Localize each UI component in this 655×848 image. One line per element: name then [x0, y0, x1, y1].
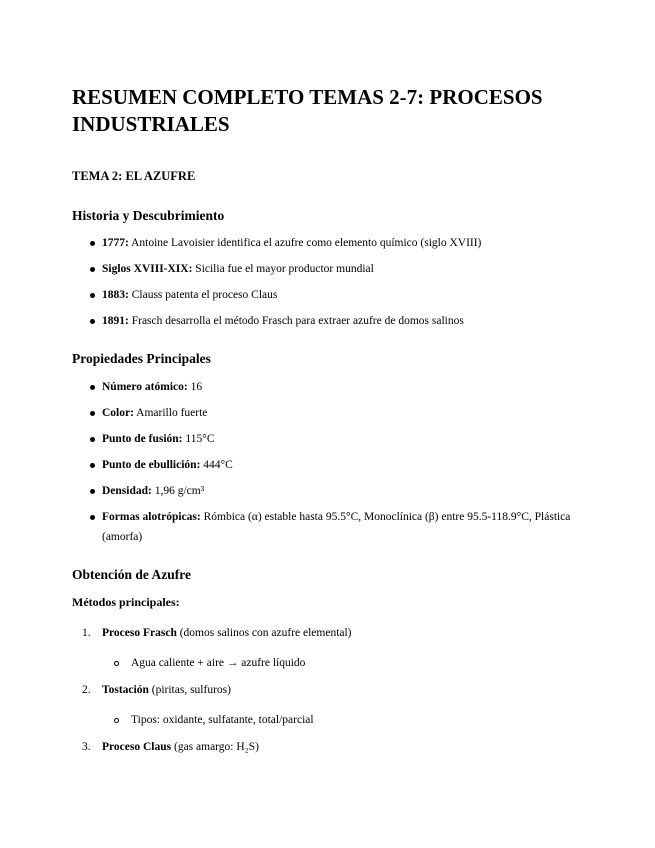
- bullet-icon: [90, 411, 95, 416]
- propiedades-heading: Propiedades Principales: [72, 351, 211, 366]
- method-subitem: Tipos: oxidante, sulfatante, total/parcial: [131, 714, 314, 726]
- method-item: Tostación (piritas, sulfuros): [102, 684, 231, 696]
- bullet-icon: [90, 463, 95, 468]
- method-subitem: Agua caliente + aire → azufre líquido: [131, 657, 306, 669]
- propiedad-item: Punto de fusión: 115°C: [102, 433, 215, 445]
- bullet-icon: [90, 267, 95, 272]
- list-number: 2.: [82, 684, 91, 696]
- bullet-icon: [90, 319, 95, 324]
- list-number: 3.: [82, 741, 91, 753]
- propiedad-item: Color: Amarillo fuerte: [102, 407, 208, 419]
- historia-item: 1891: Frasch desarrolla el método Frasch para extraer azufre de domos salinos: [102, 315, 464, 327]
- bullet-icon: [90, 489, 95, 494]
- propiedad-item: Número atómico: 16: [102, 381, 203, 393]
- document-title: RESUMEN COMPLETO TEMAS 2-7: PROCESOS INDUSTRIALES: [72, 85, 543, 136]
- bullet-icon: [90, 241, 95, 246]
- method-item: Proceso Frasch (domos salinos con azufre elemental): [102, 627, 352, 639]
- bullet-icon: [90, 437, 95, 442]
- bullet-icon: [90, 515, 95, 520]
- propiedad-item: Formas alotrópicas: Rómbica (α) estable hasta 95.5°C, Monoclínica (β) entre 95.5-118.9°C, Plástica: [102, 511, 571, 523]
- bullet-icon: [90, 385, 95, 390]
- historia-item: Siglos XVIII-XIX: Sicilia fue el mayor productor mundial: [102, 263, 374, 275]
- historia-item: 1777: Antoine Lavoisier identifica el azufre como elemento químico (siglo XVIII): [102, 237, 482, 249]
- propiedad-item: Densidad: 1,96 g/cm³: [102, 485, 205, 497]
- historia-heading: Historia y Descubrimiento: [72, 208, 225, 223]
- method-item: Proceso Claus (gas amargo: H₂S): [102, 741, 259, 753]
- hollow-bullet-icon: [114, 718, 119, 723]
- propiedad-item: Punto de ebullición: 444°C: [102, 459, 233, 471]
- section-heading-tema-2: TEMA 2: EL AZUFRE: [72, 169, 196, 183]
- historia-item: 1883: Clauss patenta el proceso Claus: [102, 289, 278, 301]
- bullet-icon: [90, 293, 95, 298]
- propiedad-item-continuation: (amorfa): [102, 531, 143, 543]
- obtencion-heading: Obtención de Azufre: [72, 567, 191, 582]
- metodos-subheading: Métodos principales:: [72, 595, 180, 609]
- list-number: 1.: [82, 627, 91, 639]
- hollow-bullet-icon: [114, 661, 119, 666]
